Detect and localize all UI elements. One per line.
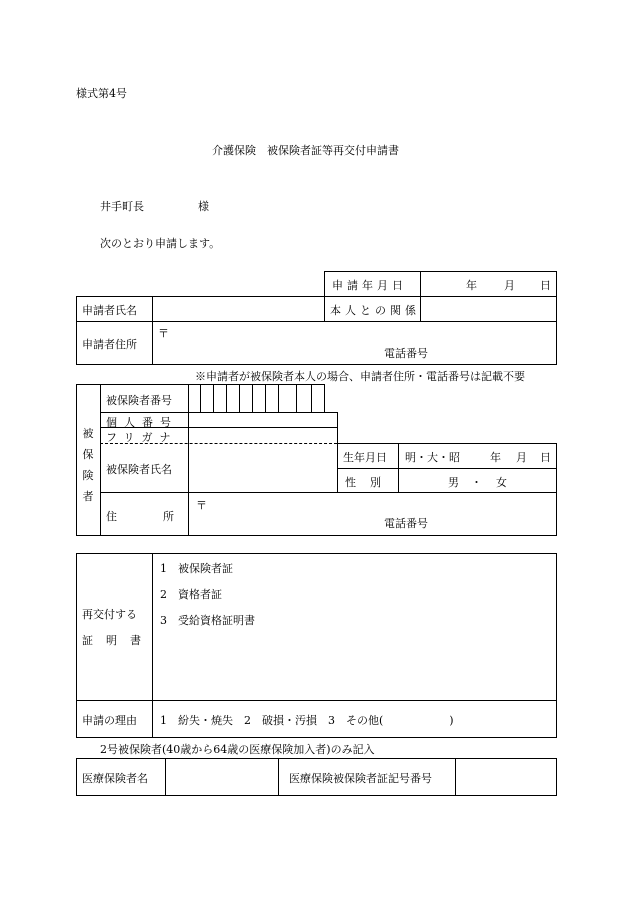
birth-date-field[interactable] xyxy=(399,444,556,468)
application-date-month: 月 xyxy=(504,279,515,292)
sex-male: 男 xyxy=(448,476,459,489)
era-options: 明・大・昭 xyxy=(405,451,460,464)
type2-note: 2号被保険者(40歳から64歳の医療保険加入者)のみ記入 xyxy=(100,743,375,756)
insured-postal-mark: 〒 xyxy=(196,499,207,512)
reissue-option-2[interactable]: 2 資格者証 xyxy=(160,588,222,601)
sex-field[interactable] xyxy=(399,469,556,492)
applicant-postal-mark: 〒 xyxy=(158,327,169,340)
birth-day: 日 xyxy=(540,451,551,464)
insured-number-label: 被保険者番号 xyxy=(106,394,172,407)
furigana-label: フリガナ xyxy=(106,431,178,444)
insured-number-field[interactable] xyxy=(189,385,324,412)
application-date-day: 日 xyxy=(540,279,551,292)
relation-field[interactable] xyxy=(421,297,556,321)
insured-side-label: 被保険者 xyxy=(82,427,94,503)
reason-options[interactable]: 1 紛失・焼失 2 破損・汚損 3 その他( ) xyxy=(160,714,454,727)
reason-label: 申請の理由 xyxy=(82,714,137,727)
birth-date-label: 生年月日 xyxy=(343,451,387,464)
application-date-year: 年 xyxy=(466,279,477,292)
addressee: 井手町長 xyxy=(100,200,144,213)
medical-insurer-field[interactable] xyxy=(166,759,277,795)
sex-label: 性別 xyxy=(345,476,395,489)
insured-address-label: 住所 xyxy=(106,510,220,523)
insured-phone-label: 電話番号 xyxy=(384,517,428,530)
medical-insurer-label: 医療保険者名 xyxy=(82,772,148,785)
applicant-phone-label: 電話番号 xyxy=(384,347,428,360)
intro-text: 次のとおり申請します。 xyxy=(100,237,221,250)
personal-number-field[interactable] xyxy=(189,413,336,427)
form-number: 様式第4号 xyxy=(76,87,127,100)
reissue-label-line2: 証明書 xyxy=(82,634,154,647)
application-date-field[interactable] xyxy=(421,272,556,296)
applicant-name-field[interactable] xyxy=(153,297,324,321)
birth-month: 月 xyxy=(516,451,527,464)
insured-name-field[interactable] xyxy=(189,444,336,492)
applicant-address-label: 申請者住所 xyxy=(82,338,137,351)
reissue-option-3[interactable]: 3 受給資格証明書 xyxy=(160,614,255,627)
applicant-name-label: 申請者氏名 xyxy=(82,304,137,317)
sex-female: 女 xyxy=(496,476,507,489)
sex-dot: ・ xyxy=(471,476,482,489)
reissue-label-line1: 再交付する xyxy=(82,608,137,621)
applicant-address-field[interactable] xyxy=(153,322,556,364)
personal-number-label: 個人番号 xyxy=(106,416,178,429)
insured-name-label: 被保険者氏名 xyxy=(106,463,172,476)
medical-number-label: 医療保険被保険者証記号番号 xyxy=(289,772,432,785)
applicant-note: ※申請者が被保険者本人の場合、申請者住所・電話番号は記載不要 xyxy=(195,370,525,383)
reissue-option-1[interactable]: 1 被保険者証 xyxy=(160,562,233,575)
honorific: 様 xyxy=(198,200,209,213)
insured-address-field[interactable] xyxy=(189,493,556,535)
birth-year: 年 xyxy=(490,451,501,464)
medical-number-field[interactable] xyxy=(456,759,556,795)
application-date-label: 申請年月日 xyxy=(332,279,407,292)
furigana-field[interactable] xyxy=(189,428,336,443)
page-title: 介護保険 被保険者証等再交付申請書 xyxy=(212,144,399,157)
relation-label: 本人との関係 xyxy=(330,304,420,317)
